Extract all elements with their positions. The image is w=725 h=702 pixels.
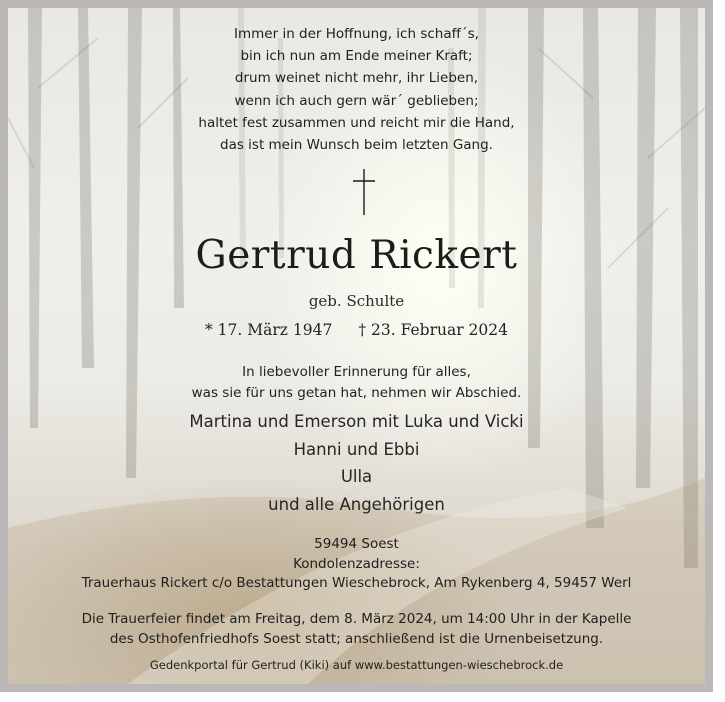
remembrance-line: was sie für uns getan hat, nehmen wir Abschied. — [191, 385, 522, 401]
mourner-line: und alle Angehörigen — [268, 494, 445, 514]
mourner-line: Ulla — [340, 467, 373, 486]
ceremony-line: Die Trauerfeier findet am Freitag, dem 8. März 2024, um 14:00 Uhr in der Kapelle — [81, 611, 632, 627]
poem-line: haltet fest zusammen und reicht mir die Hand, — [198, 114, 515, 131]
memorial-portal-link: Gedenkportal für Gertrud (Kiki) auf www.bestattungen-wieschebrock.de — [149, 658, 564, 672]
birth-date: * 17. März 1947 — [205, 321, 333, 339]
mourners-list — [8, 408, 705, 518]
mourner-line: Hanni und Ebbi — [293, 439, 420, 459]
life-dates — [8, 321, 705, 339]
mourner-line: Martina und Emerson mit Luka und Vicki — [189, 412, 524, 431]
address-line: Kondolenzadresse: — [293, 555, 420, 572]
funeral-ceremony-info — [8, 610, 705, 649]
address-line: Trauerhaus Rickert c/o Bestattungen Wieschebrock, Am Rykenberg 4, 59457 Werl — [81, 575, 632, 591]
obituary-content — [8, 8, 705, 684]
remembrance-text — [8, 362, 705, 404]
obituary-card — [8, 8, 705, 684]
poem-line: bin ich nun am Ende meiner Kraft; — [240, 48, 473, 65]
poem — [8, 23, 705, 156]
maiden-name: geb. Schulte — [308, 292, 405, 310]
address-line: 59494 Soest — [314, 536, 399, 552]
condolence-address — [8, 535, 705, 594]
poem-line: wenn ich auch gern wär´ geblieben; — [234, 92, 479, 109]
poem-line: drum weinet nicht mehr, ihr Lieben, — [234, 70, 479, 87]
poem-line: Immer in der Hoffnung, ich schaff´s, — [234, 26, 479, 42]
ceremony-line: des Osthofenfriedhofs Soest statt; anschließend ist die Urnenbeisetzung. — [109, 630, 604, 647]
remembrance-line: In liebevoller Erinnerung für alles, — [242, 364, 471, 380]
latin-cross-icon — [351, 168, 377, 216]
poem-line: das ist mein Wunsch beim letzten Gang. — [220, 137, 493, 154]
death-date: † 23. Februar 2024 — [358, 321, 508, 339]
deceased-name: Gertrud Rickert — [195, 233, 518, 278]
